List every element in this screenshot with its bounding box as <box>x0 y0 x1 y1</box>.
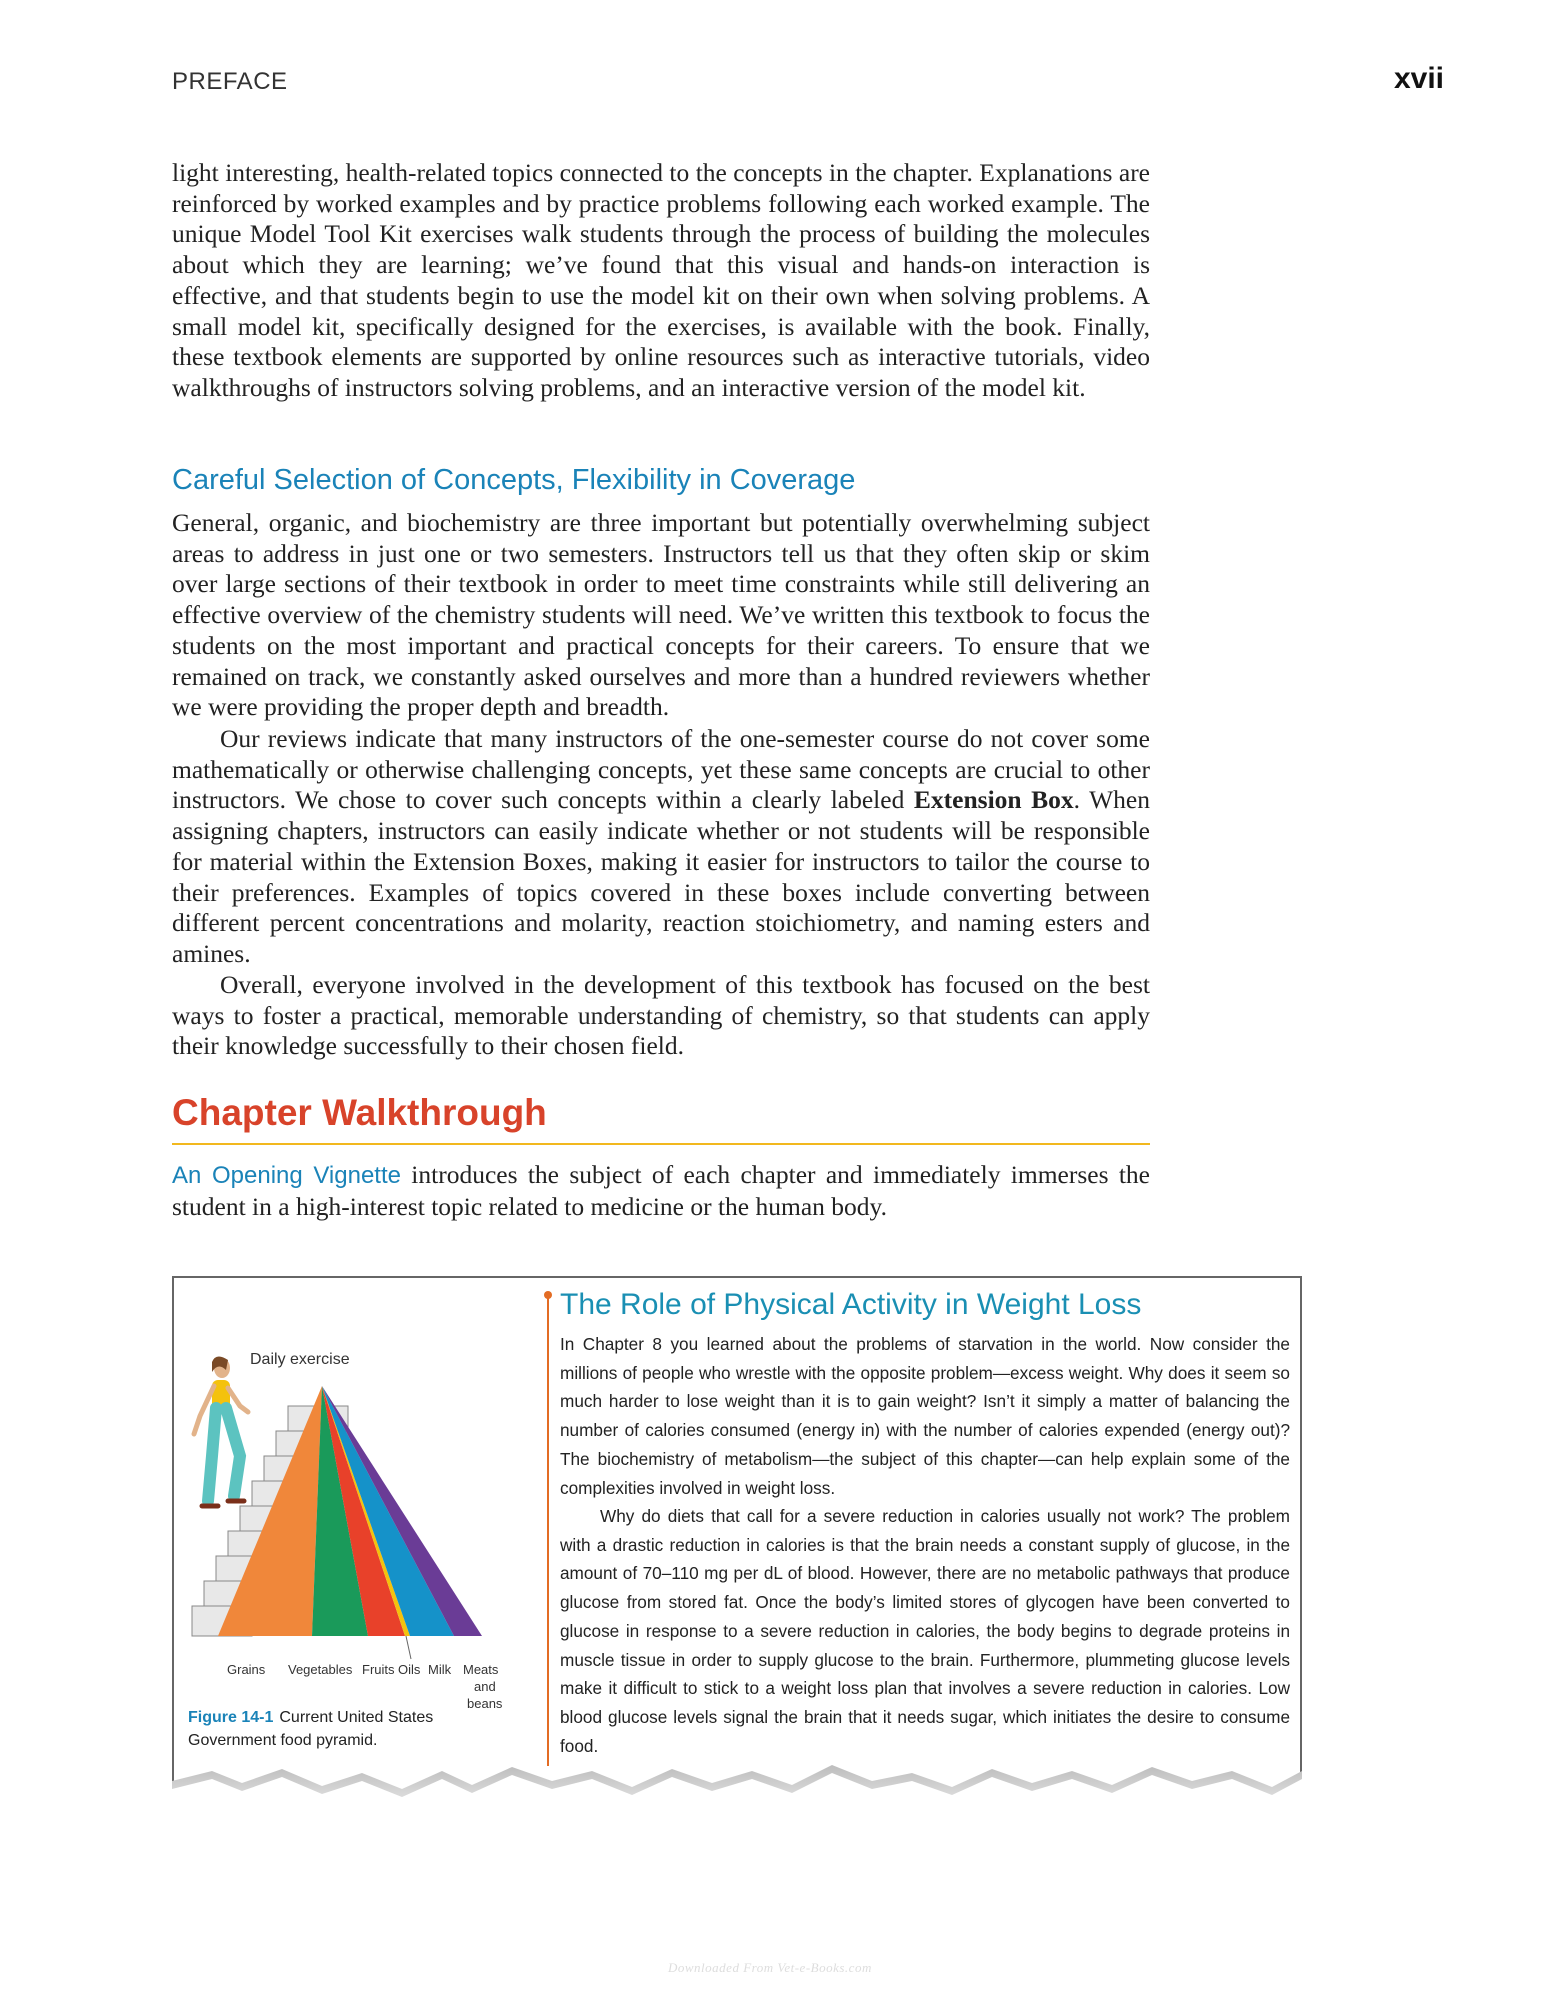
frame-top <box>172 1276 1302 1278</box>
walking-person-figure <box>194 1356 248 1506</box>
walkthrough-intro-text: introduces the subject of each chapter and immediately immerses the student in a high-interest topic related to medicine or the human body. <box>172 1160 1150 1221</box>
figure-caption-text: Current United States Government food pyramid. <box>188 1709 434 1749</box>
extension-box-term: Extension Box <box>913 785 1074 815</box>
sample-page-excerpt <box>172 1276 1302 1836</box>
intro-paragraph: light interesting, health-related topics connected to the concepts in the chapter. Explanations are reinforced by worked examples and by practice problems following each worked example. The unique Model Tool Kit exercises walk students through the process of building the molecules about which they are learning; we’ve found that this visual and hands-on interaction is effective, and that students begin to use the model kit on their own when solving problems. A small model kit, specifically designed for the exercises, is available with the book. Finally, these textbook elements are supported by online resources such as interactive tutorials, video walkthroughs of instructors solving problems, and an interactive version of the model kit. <box>172 158 1150 402</box>
food-pyramid-figure <box>182 1351 532 1711</box>
careful-selection-paragraph-1: General, organic, and biochemistry are three important but potentially overwhelming subject areas to address in just one or two semesters. Instructors tell us that they often skip or skim over large sections of their textbook in order to meet time constraints while still delivering an effective overview of the chemistry students will need. We’ve written this textbook to focus the students on the most important and practical concepts for their careers. To ensure that we remained on track, we constantly asked ourselves and more than a hundred reviewers whether we were providing the proper depth and breadth. <box>172 508 1150 722</box>
label-meats: Meats <box>463 1662 499 1677</box>
label-oils: Oils <box>398 1662 421 1677</box>
running-head: PREFACE <box>172 68 288 95</box>
paragraph-2-text-start: Our reviews indicate that many instructors of the one-semester course do not cover some mathematically or otherwise challenging concepts, yet these same concepts are crucial to other instructors. We chose to cover such concepts within a clearly labeled <box>172 724 1150 815</box>
section-rule <box>172 1143 1150 1145</box>
vignette-accent-rule <box>547 1296 549 1766</box>
figure-number: Figure 14-1 <box>188 1709 274 1726</box>
chapter-walkthrough-title: Chapter Walkthrough <box>172 1092 547 1133</box>
label-vegetables: Vegetables <box>288 1662 353 1677</box>
label-and: and <box>474 1679 496 1694</box>
frame-right <box>1300 1276 1302 1811</box>
label-milk: Milk <box>428 1662 452 1677</box>
page-number: xvii <box>1393 62 1444 95</box>
frame-left <box>172 1276 174 1786</box>
vignette-paragraph-1: In Chapter 8 you learned about the problems of starvation in the world. Now consider the millions of people who wrestle with the opposite problem—excess weight. Why does it seem so much harder to lose weight than it is to gain weight? Isn’t it simply a matter of balancing the number of calories consumed (energy in) with the number of calories expended (energy out)? The biochemistry of metabolism—the subject of this chapter—can help explain some of the complexities involved in weight loss. <box>560 1334 1290 1498</box>
download-watermark: Downloaded From Vet-e-Books.com <box>668 1960 872 1975</box>
vignette-title: The Role of Physical Activity in Weight Loss <box>560 1288 1142 1321</box>
label-grains: Grains <box>227 1662 266 1677</box>
careful-selection-paragraph-2 <box>172 724 1150 970</box>
torn-paper-edge <box>172 1741 1302 1836</box>
vignette-paragraph-2: Why do diets that call for a severe reduction in calories usually not work? The problem with a drastic reduction in calories is that the brain needs a constant supply of glucose, in the amount of 70–110 mg per dL of blood. However, there are no metabolic pathways that produce glucose from stored fat. Once the body’s limited stores of glycogen have been converted to glucose in response to a severe reduction in calories, the body begins to degrade proteins in muscle tissue in order to supply glucose to the brain. Furthermore, plummeting glucose levels make it difficult to stick to a weight loss plan that involves a severe reduction in calories. Low blood glucose levels signal the brain that it needs sugar, which initiates the desire to consume food. <box>560 1506 1290 1756</box>
label-beans: beans <box>467 1696 503 1711</box>
walkthrough-intro <box>172 1160 1150 1222</box>
label-fruits: Fruits <box>362 1662 395 1677</box>
daily-exercise-label: Daily exercise <box>250 1351 350 1368</box>
careful-selection-paragraph-3: Overall, everyone involved in the development of this textbook has focused on the best ways to foster a practical, memorable understanding of chemistry, so that students can apply their knowledge successfully to their chosen field. <box>172 970 1150 1061</box>
careful-selection-heading: Careful Selection of Concepts, Flexibility in Coverage <box>172 464 856 496</box>
paragraph-2-text-end: . When assigning chapters, instructors can easily indicate whether or not students will be responsible for material within the Extension Boxes, making it easier for instructors to tailor the course to their preferences. Examples of topics covered in these boxes include converting between different percent concentrations and molarity, reaction stoichiometry, and naming esters and amines. <box>172 785 1150 968</box>
opening-vignette-lead-in: An Opening Vignette <box>172 1162 401 1189</box>
